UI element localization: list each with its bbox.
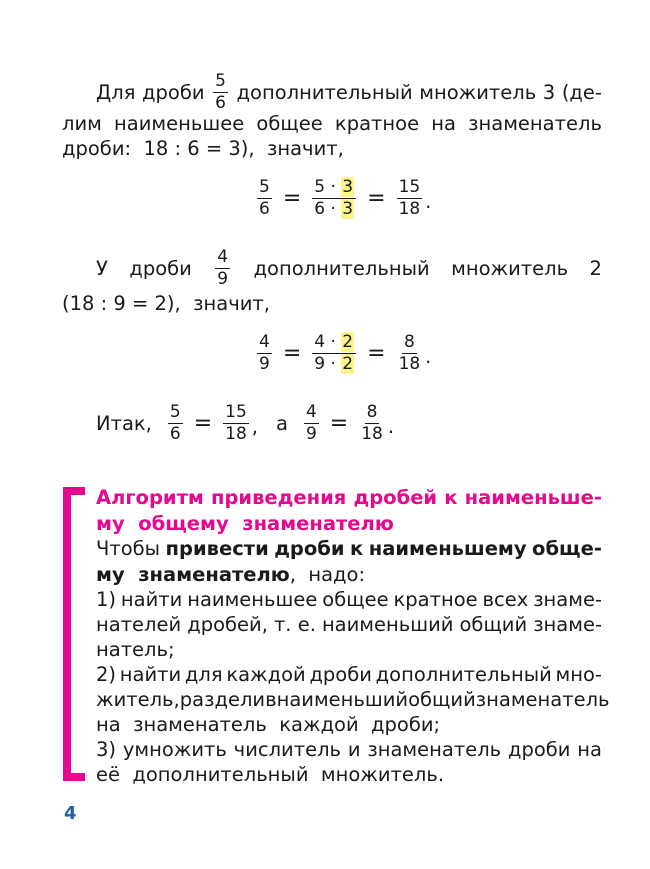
rule-title-line2: му общему знаменателю: [96, 512, 394, 535]
fraction-product: $\frac{5 \cdot 3}{6 \cdot 3}$: [312, 178, 356, 219]
word: на: [431, 112, 456, 135]
rule-intro-line2: му знаменателю, надо:: [96, 563, 366, 586]
fraction: $\frac{4}{9}$: [305, 402, 317, 444]
highlight-multiplier: 3: [342, 177, 354, 197]
period: .: [425, 191, 432, 213]
rule-intro-line1: Чтобы привести дроби к наименьшему обще-: [96, 537, 602, 560]
paragraph2-line1: [96, 248, 602, 289]
step3-line1: 3) умножить числитель и знаменатель дроби на: [96, 738, 602, 761]
equals-sign: =: [367, 186, 386, 211]
word: лим: [62, 112, 102, 135]
equals-sign: =: [329, 411, 349, 436]
highlight-multiplier: 3: [342, 199, 354, 219]
step2-line2: житель, разделив наименьший общий знаменатель: [96, 688, 610, 711]
fraction: $\frac{4}{9}$: [259, 332, 270, 374]
period: .: [387, 415, 395, 438]
word: дроби: [129, 256, 192, 280]
rule-bracket-bottom: [63, 773, 85, 781]
word: множитель: [419, 80, 537, 104]
word: дополнительный: [253, 256, 430, 280]
rule-title-line1: Алгоритм приведения дробей к наименьше-: [96, 486, 602, 509]
fraction: $\frac{15}{18}$: [398, 177, 421, 219]
word: знаменатель: [468, 112, 602, 135]
word: Итак,: [96, 412, 152, 435]
word: дроби: [142, 80, 205, 104]
equation-4-9: [255, 333, 431, 374]
word: 2: [589, 256, 602, 280]
paragraph1-line1: [96, 72, 602, 113]
fraction: $\frac{8}{18}$: [398, 332, 421, 374]
page-number: 4: [64, 803, 77, 824]
word: а: [275, 412, 288, 435]
word: У: [96, 256, 108, 280]
step2-line3: на знаменатель каждой дроби;: [96, 713, 441, 736]
period: .: [425, 346, 432, 368]
word: 3: [542, 80, 556, 104]
step1-line3: натель;: [96, 638, 175, 661]
paragraph1-line2: [62, 112, 602, 136]
summary-line: [96, 403, 394, 444]
rule-bracket-top: [63, 487, 85, 495]
word: кратное: [334, 112, 420, 135]
equals-sign: =: [367, 341, 386, 366]
highlight-multiplier: 2: [342, 354, 354, 374]
fraction-4-9: $\frac{4}{9}$: [217, 247, 229, 289]
equals-sign: =: [282, 341, 302, 366]
highlight-multiplier: 2: [342, 332, 354, 352]
fraction-5-6: $\frac{5}{6}$: [215, 71, 226, 113]
word: Для: [96, 80, 136, 104]
word: (де-: [561, 80, 602, 104]
fraction: $\frac{5}{6}$: [169, 402, 181, 444]
equals-sign: =: [193, 411, 213, 436]
fraction: $\frac{5}{6}$: [259, 177, 270, 219]
fraction: $\frac{8}{18}$: [361, 402, 383, 444]
comma: ,: [251, 415, 258, 438]
word: множитель: [451, 256, 569, 280]
paragraph2-line2: (18 : 9 = 2), значит,: [62, 292, 270, 315]
equals-sign: =: [282, 186, 302, 211]
word: общее: [256, 112, 323, 135]
step1-line1: 1) найти наименьшее общее кратное всех знаме-: [96, 588, 602, 611]
word: дополнительный: [236, 80, 413, 104]
step3-line2: её дополнительный множитель.: [96, 763, 445, 786]
step2-line1: 2) найти для каждой дроби дополнительный мно-: [96, 663, 602, 686]
fraction: $\frac{15}{18}$: [225, 402, 247, 444]
word: наименьшее: [114, 112, 245, 135]
equation-5-6: [255, 178, 431, 219]
rule-bracket: [63, 487, 71, 781]
step1-line2: нателей дробей, т. е. наименьший общий знаме-: [96, 613, 602, 636]
paragraph1-line3: дроби: 18 : 6 = 3), значит,: [62, 137, 344, 160]
fraction-product: $\frac{4 \cdot 2}{9 \cdot 2}$: [312, 333, 356, 374]
